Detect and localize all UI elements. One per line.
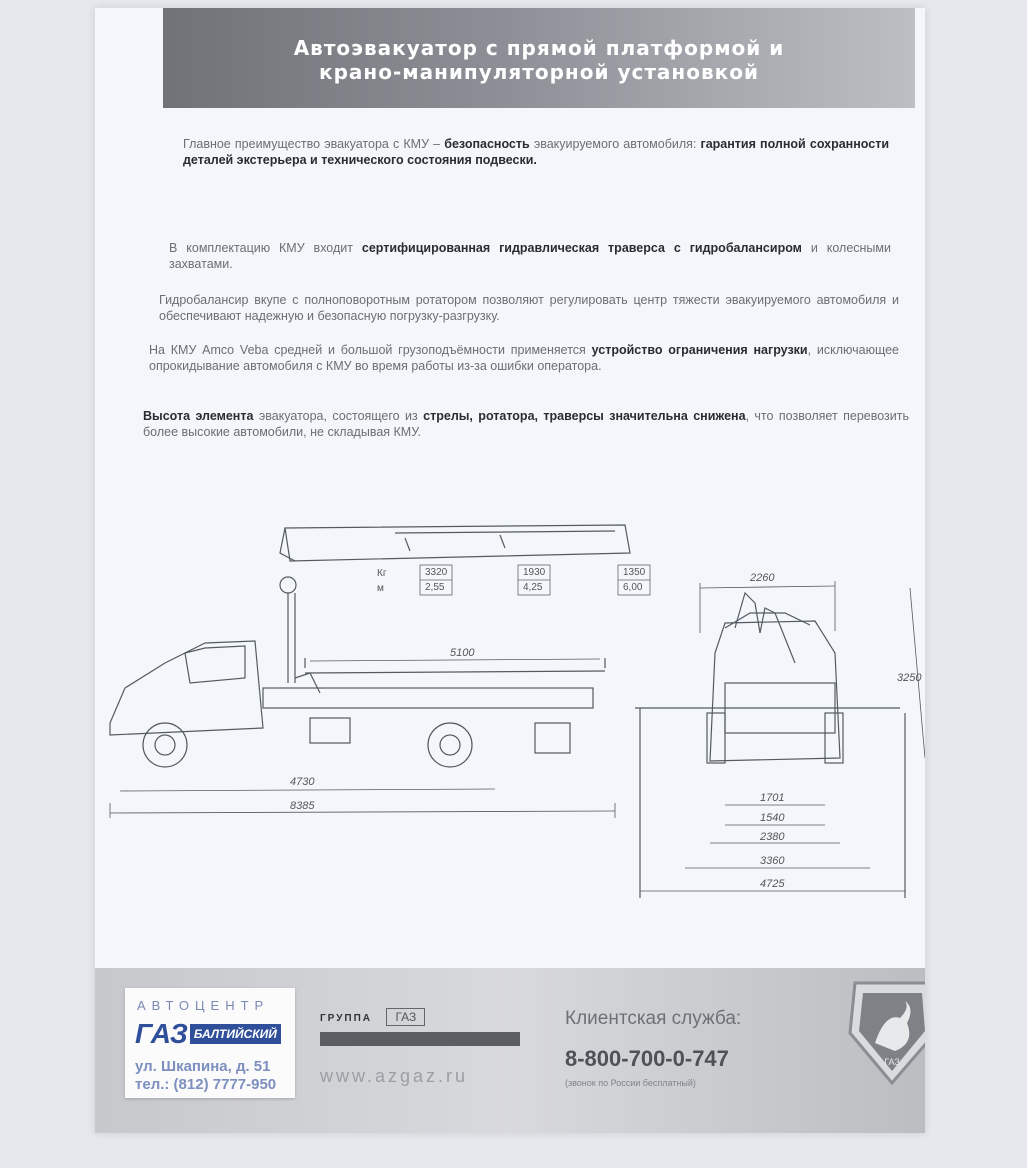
front-dimensions	[640, 581, 925, 891]
p4-text-c: , исключающее опрокидывание автомобиля с КМУ во время работы из-за ошибки оператора.	[149, 343, 899, 373]
truck-front-view	[635, 593, 905, 898]
dim-height: 3250	[897, 672, 922, 684]
load-2-kg: 1930	[523, 567, 546, 578]
title-line-2: крано-манипуляторной установкой	[319, 60, 759, 84]
service-note: (звонок по России бесплатный)	[565, 1078, 696, 1088]
paragraph-1	[183, 136, 889, 168]
baltiysky-label: БАЛТИЙСКИЙ	[190, 1024, 281, 1044]
p1-bold-d: гарантия полной сохранности деталей экстерьера и технического состояния подвески.	[183, 137, 890, 167]
document-sheet	[95, 8, 925, 1133]
p1-text-a: Главное преимущество эвакуатора с КМУ –	[183, 137, 445, 151]
p2-text-a: В комплектацию КМУ входит	[169, 241, 362, 255]
title-line-1: Автоэвакуатор с прямой платформой и	[293, 36, 785, 60]
emblem-text: ГАЗ	[884, 1057, 900, 1067]
load-chart	[377, 567, 646, 594]
dim-w3: 2380	[760, 831, 785, 843]
group-label: ГРУППА	[320, 1013, 373, 1024]
customer-service	[565, 1008, 805, 1088]
p5-bold-a: Высота элемента	[143, 409, 254, 423]
load-label-kg: Кг	[377, 568, 387, 579]
load-3-kg: 1350	[623, 567, 646, 578]
footer-band	[95, 968, 925, 1133]
address-line: ул. Шкапина, д. 51	[135, 1058, 271, 1075]
dealer-logo	[135, 1018, 281, 1050]
load-1-kg: 3320	[425, 567, 448, 578]
dim-w4: 3360	[760, 855, 785, 867]
p4-text-a: На КМУ Amco Veba средней и большой грузоподъёмности применяется	[149, 343, 592, 357]
dim-w5: 4725	[760, 878, 785, 890]
p1-text-c: эвакуируемого автомобиля:	[529, 137, 701, 151]
dim-wheelbase: 4730	[290, 776, 315, 788]
p5-bold-c: стрелы, ротатора, траверсы значительна снижена	[423, 409, 746, 423]
avtocentr-label: АВТОЦЕНТР	[137, 998, 270, 1013]
load-3-m: 6,00	[623, 582, 643, 593]
gaz-logo-text: ГАЗ	[135, 1018, 188, 1049]
p2-bold-b: сертифицированная гидравлическая траверса с гидробалансиром	[361, 241, 802, 255]
paragraph-4	[149, 342, 899, 374]
website-link[interactable]: www.azgaz.ru	[320, 1066, 469, 1086]
dealer-logo-box	[125, 988, 295, 1098]
load-2-m: 4,25	[523, 582, 543, 593]
p1-bold-b: безопасность	[444, 137, 530, 151]
truck-side-view	[110, 641, 605, 767]
load-label-m: м	[377, 583, 384, 594]
group-bar	[320, 1032, 520, 1046]
dim-w2: 1540	[760, 812, 785, 824]
p4-bold-b: устройство ограничения нагрузки	[591, 343, 808, 357]
p2-text-c: и колесными захватами.	[169, 241, 891, 271]
p5-text-b: эвакуатора, состоящего из	[253, 409, 424, 423]
dim-platform-length: 5100	[450, 647, 475, 659]
tow-truck-technical-drawing	[95, 513, 925, 913]
group-gaz-logo: ГАЗ	[386, 1008, 425, 1026]
p5-text-d: , что позволяет перевозить более высокие автомобили, не складывая КМУ.	[143, 409, 909, 439]
paragraph-3: Гидробалансир вкупе с полноповоротным ротатором позволяют регулировать центр тяжести эвакуируемого автомобиля и обеспечивают надежную и безопасную погрузку-разгрузку.	[159, 293, 899, 323]
dealer-address	[135, 1058, 276, 1094]
service-title: Клиентская служба:	[565, 1008, 742, 1029]
dim-top-width: 2260	[750, 572, 775, 584]
dim-w1: 1701	[760, 792, 785, 804]
title-banner	[163, 8, 915, 108]
dim-total-length: 8385	[290, 800, 315, 812]
service-phone[interactable]: 8-800-700-0-747	[565, 1046, 729, 1071]
gaz-deer-emblem-icon	[845, 973, 925, 1088]
paragraph-2	[169, 240, 891, 272]
load-1-m: 2,55	[425, 582, 445, 593]
paragraph-5	[143, 408, 909, 440]
phone-line: тел.: (812) 7777-950	[135, 1076, 277, 1093]
group-logo	[320, 1008, 520, 1058]
